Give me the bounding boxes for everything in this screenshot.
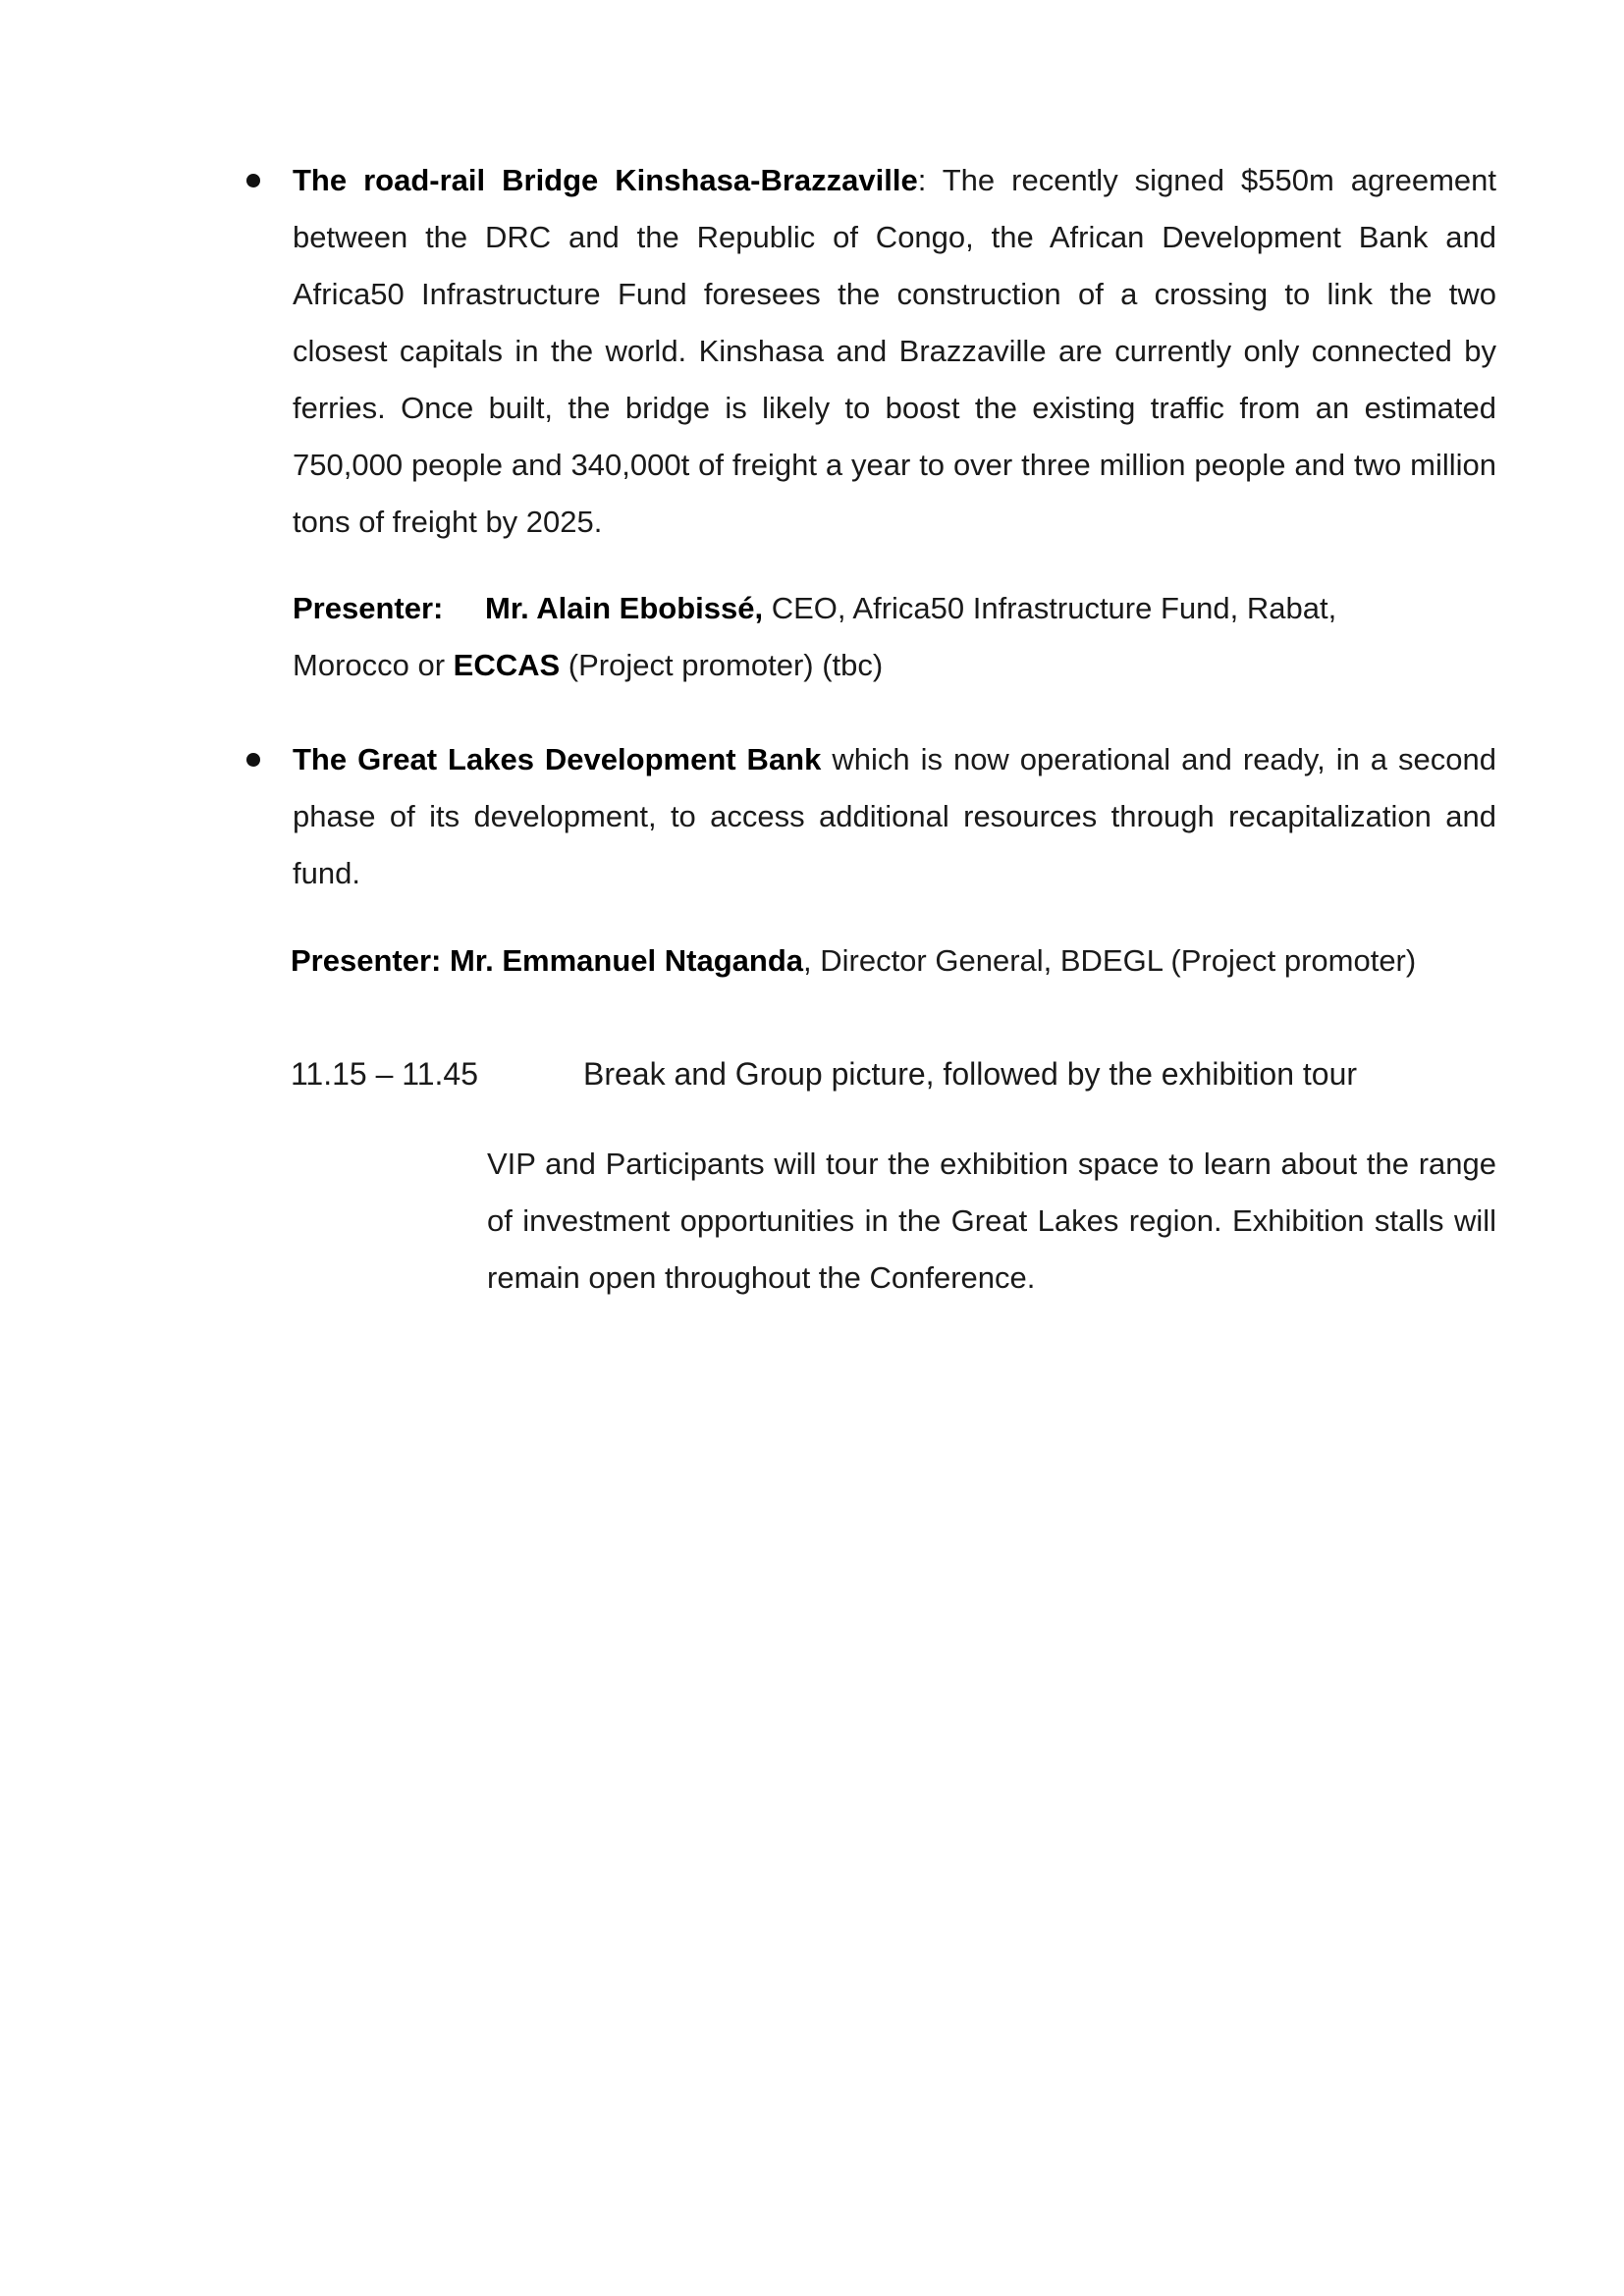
bridge-title: The road-rail Bridge Kinshasa-Brazzaville [293, 163, 918, 197]
bullet-item-bank [293, 731, 1496, 902]
presenter-label-name: Presenter: Mr. Emmanuel Ntaganda [291, 943, 803, 978]
presenter-org: ECCAS [453, 648, 561, 682]
agenda-title: Break and Group picture, followed by the exhibition tour [583, 1056, 1358, 1092]
bridge-description: : The recently signed $550m agreement between the DRC and the Republic of Congo, the African Development Bank and Africa50 Infrastructure Fund foresees the construction of a crossing to link the two closest capitals in the world. Kinshasa and Brazzaville are currently only connected by ferries. Once built, the bridge is likely to boost the existing traffic from an estimated 750,000 people and 340,000t of freight a year to over three million people and two million tons of freight by 2025. [293, 163, 1496, 539]
presenter-role: , Director General, BDEGL (Project promoter) [803, 943, 1417, 978]
bank-description: which is now operational and ready, in a second phase of its development, to access additional resources through recapitalization and fund. [293, 742, 1496, 890]
bullet-item-bridge [293, 152, 1496, 551]
bank-presenter [291, 933, 1494, 989]
presenter-name: Mr. Alain Ebobissé, [485, 591, 764, 625]
bank-title: The Great Lakes Development Bank [293, 742, 822, 776]
agenda-description: VIP and Participants will tour the exhibition space to learn about the range of investment opportunities in the Great Lakes region. Exhibition stalls will remain open throughout the Conference. [487, 1147, 1496, 1295]
presenter-line2-prefix: Morocco or [293, 648, 454, 682]
presenter-label: Presenter: [293, 591, 444, 625]
bullet-icon [246, 753, 260, 767]
agenda-time: 11.15 – 11.45 [291, 1056, 478, 1092]
presenter-role: CEO, Africa50 Infrastructure Fund, Rabat, [763, 591, 1337, 625]
presenter-line2-suffix: (Project promoter) (tbc) [560, 648, 884, 682]
bank-paragraph [293, 731, 1496, 902]
bridge-presenter [293, 580, 1496, 694]
bullet-icon [246, 174, 260, 187]
bridge-paragraph [293, 152, 1496, 551]
